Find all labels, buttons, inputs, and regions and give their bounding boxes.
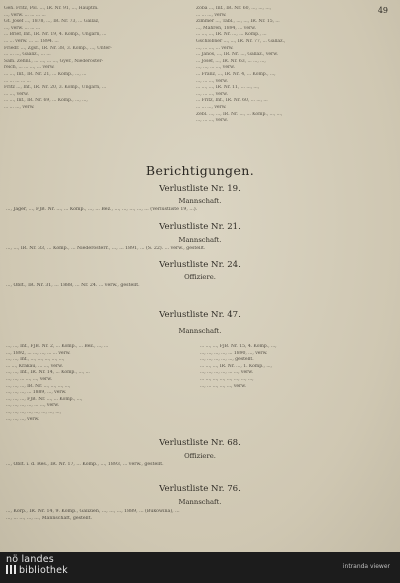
- viewer-footer: [0, 552, 400, 583]
- top-left-line: ... ... ..., verw.: [4, 104, 35, 110]
- section-47-title: Verlustliste Nr. 47.: [159, 310, 241, 320]
- top-left-line: ... ..., Inf., IR. Nr. 21, ... Komp., ..., ...: [4, 71, 87, 77]
- top-right-line: ... ... ..., verw.: [196, 12, 227, 18]
- top-right-line: ..., ... ..., verw.: [196, 91, 228, 97]
- section-47-category: Mannschaft.: [178, 327, 222, 335]
- top-right-line: ... ... ..., verw.: [196, 104, 227, 110]
- section-47-entries: [6, 344, 386, 436]
- top-left-line: Fritz ..., Inf., IR. Nr. 20, 3. Komp., Ungarn, ...: [4, 85, 107, 91]
- top-left-line: ... ... verw. ... ... 1894. ...: [4, 38, 59, 44]
- section-21-title: Verlustliste Nr. 21.: [159, 222, 241, 232]
- top-right-line: ... Janos, ..., IR. Nr. ..., Gallaz., verw.: [196, 52, 278, 58]
- library-logo[interactable]: [6, 554, 68, 576]
- section-47-right-line: ... ..., ..., FJB. Nr. 15, 4. Komp., ...,: [200, 344, 277, 349]
- top-right-line: ..., ... ..., verw.: [196, 78, 228, 84]
- top-right-line: ..., ..., ... ..., verw.: [196, 65, 235, 71]
- top-right-line: ... ..., ..., IR. Nr. 11, ... ..., ...,: [196, 85, 260, 91]
- top-left-line: ..., verw. ... ... ... ...: [4, 12, 46, 18]
- top-left-line: Geh. Fritz, Pol. ..., IR. Nr. 91, ..., Hauptm.: [4, 6, 99, 11]
- top-left-line: ... ..., Inf., IR. Nr. 69, ... Komp., ..., ...,: [4, 98, 88, 104]
- logo-line-1: nö landes: [6, 554, 54, 565]
- top-right-line: ..., Mähren, 1894, ... verw.: [196, 25, 256, 31]
- top-right-line: ... Franz, ..., IR. Nr. 4, ... Komp., ...,: [196, 71, 276, 77]
- section-47-left-line: ..., 1892, ... ..., ..., ... ... verw.: [6, 350, 71, 356]
- section-24-category: Offiziere.: [184, 273, 216, 281]
- section-47-left-line: ..., ..., ..., ..., ..., ..., ..., ...,: [6, 409, 61, 415]
- top-right-line: ..., ... ..., verw.: [196, 118, 228, 124]
- section-47-right-line: ..., ..., ..., ..., ..., gestellt.: [200, 357, 254, 363]
- section-47-left-line: ..., ..., Inf., ..., ..., ..., ..., ...,: [6, 357, 65, 363]
- top-left-column: [4, 6, 182, 112]
- section-47-left-line: ... ..., Krakau, ... ..., verw.: [6, 363, 63, 369]
- top-right-line: ... ..., ..., IR. Nr. ..., ... Komp., ...: [196, 32, 267, 38]
- section-47-left-line: ..., ..., ..., FJB. Nr. ..., ... Komp., ...,: [6, 396, 83, 402]
- top-left-line: Gt. Josef ..., 1878, ..., IR. Nr. 73, ... Gallaz,: [4, 19, 100, 25]
- section-47-left-line: ..., ..., ..., verw.: [6, 416, 40, 422]
- viewer-credit: intranda viewer: [342, 563, 390, 570]
- section-76-entry-2: ..., ... ..., ..., ..., Mannschaft, gestellt.: [6, 516, 93, 521]
- logo-bars-icon: [6, 565, 16, 574]
- top-left-line: Friedr. ..., Zgsf., IR. Nr. 38, 3. Komp., ..., Unter-: [4, 45, 112, 51]
- section-76-entry-1: ..., Korp., IR. Nr. 14, 9. Komp., Galizien, ..., ..., ..., 1889, ... (Bukowina), ...: [6, 509, 180, 514]
- section-68-category: Offiziere.: [184, 452, 216, 460]
- section-21-entry: ..., ..., IR. Nr. 33, ... Komp., ... Niederösterr., ..., ... 1891, ... (S. 22). ... verw., gestellt.: [6, 246, 206, 251]
- section-47-left-line: ..., ..., ..., ..., ... ..., verw.: [6, 403, 60, 409]
- page-number: 49: [377, 6, 388, 15]
- section-47-right-line: ... ..., ..., ..., ..., ..., ..., ...,: [200, 376, 254, 382]
- page-heading: Berichtigungen.: [145, 163, 255, 178]
- section-19-category: Mannschaft.: [178, 197, 222, 205]
- section-47-right-line: ..., ..., ..., ..., ... 1890, ..., verw.: [200, 350, 268, 356]
- section-68-title: Verlustliste Nr. 68.: [159, 438, 241, 448]
- section-47-right-line: ..., ..., ..., ..., ... ..., verw.: [200, 370, 254, 376]
- section-24-entry: ..., Oblt., IR. Nr. 31, ... 1888, ... Nr. 24. ... verw., gestellt.: [6, 283, 140, 288]
- section-47-left-column: [6, 344, 182, 423]
- section-47-left-line: ..., ..., Inf., IR. Nr. 14, ... Komp., ..., ...: [6, 370, 90, 376]
- top-right-line: ..., ... ..., ... verw.: [196, 45, 234, 51]
- top-right-line: ... Josef, ..., IR. Nr. 63, ... ..., ...,: [196, 58, 266, 64]
- section-24-title: Verlustliste Nr. 24.: [159, 260, 241, 270]
- section-47-right-column: [200, 344, 376, 390]
- section-47-right-line: ..., ... ..., ..., ..., verw.: [200, 383, 246, 389]
- section-68-entry: ..., Oblt. i. d. Res., IR. Nr. 17, ... Komp., ..., 1893, ... verw., gestellt.: [6, 462, 164, 467]
- top-left-line: Sam. Zehnl., ... ..., ... ..., Gyer., Niederöster-: [4, 58, 104, 64]
- section-21-category: Mannschaft.: [178, 236, 222, 244]
- section-76-category: Mannschaft.: [178, 498, 222, 506]
- top-left-line: reich, ... ... ..., ... verw.: [4, 65, 55, 71]
- top-right-line: Zoba ..., Inf., IR. Nr. 60, ..., ..., ...,: [196, 6, 272, 11]
- top-right-line: Gschlobner ..., ..., IR. Nr. 77, ... Gallaz.,: [196, 38, 286, 44]
- top-left-line: ..., verw. ... ... ...: [4, 25, 41, 31]
- section-47-left-line: ..., ..., Inf., FJB. Nr. 2, ... Komp., ... Bez., ..., ...: [6, 344, 109, 349]
- top-right-line: Zimmer ..., Tabl., ..., ..., IR. Nr. 15, ...: [196, 19, 280, 25]
- section-47-left-line: ..., ..., ... ..., ..., verw.: [6, 376, 52, 382]
- top-left-line: ... ... ... ... ...: [4, 78, 31, 84]
- section-47-right-line: ... ..., ..., IR. Nr. ..., 1. Komp., ...,: [200, 363, 272, 369]
- section-19-entry: ..., Jäger, ..., FJB. Nr. ..., ... Komp., ..., ... Bez., ..., ..., ..., ..., ... (Verlustliste 19, ...).: [6, 207, 198, 212]
- top-right-line: ... Fritz, Inf., IR. Nr. 60, ... ..., ...: [196, 98, 268, 104]
- section-47-left-line: ..., ..., ..., ... 1889, ..., verw.: [6, 390, 67, 396]
- top-left-line: ... Brief, Inf., IR. Nr. 19, 4. Komp., Ungarn, ...: [4, 32, 107, 38]
- top-right-column: [196, 6, 374, 125]
- top-right-line: Zebl. ..., ..., IR. Nr. ..., ... Komp., ..., ...,: [196, 111, 283, 117]
- section-47-left-line: ..., ..., ..., IR. Nr. ..., ..., ..., ...,: [6, 383, 71, 389]
- top-left-line: ... ..., verw.: [4, 91, 29, 97]
- section-19-title: Verlustliste Nr. 19.: [159, 184, 241, 194]
- section-76-title: Verlustliste Nr. 76.: [159, 484, 241, 494]
- top-left-line: ... ... ..., Gaaliz., ... ...: [4, 52, 51, 58]
- top-columns: [4, 6, 380, 162]
- logo-line-2: bibliothek: [19, 565, 68, 576]
